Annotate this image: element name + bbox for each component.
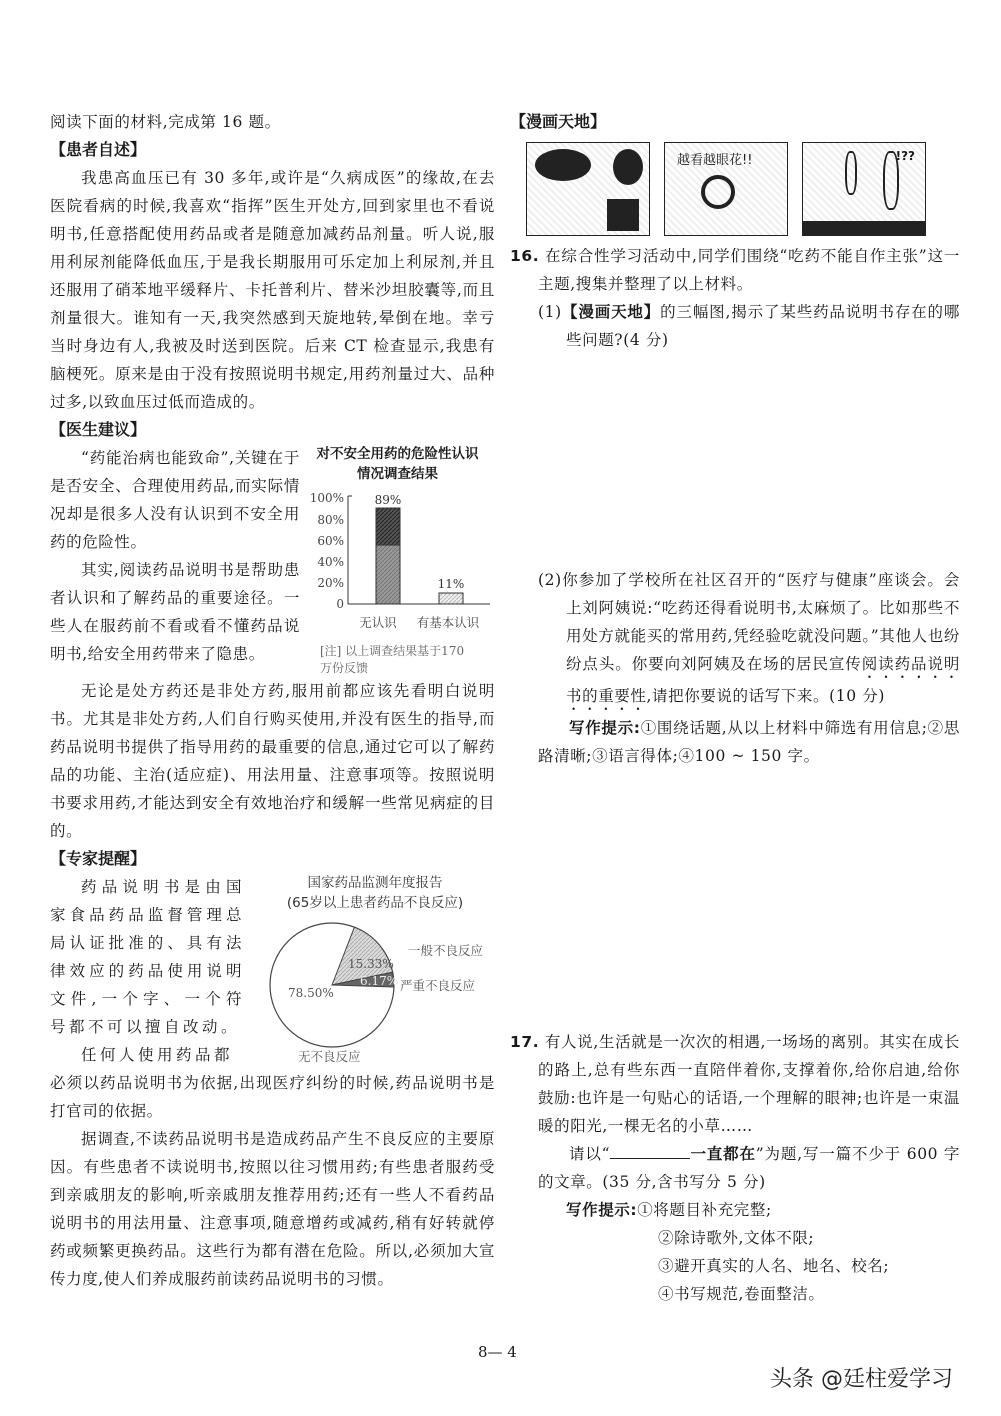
right-column (510, 108, 960, 1308)
bar-no-awareness-lower (376, 545, 400, 604)
question-16-part-2 (510, 566, 960, 714)
pie-chart (250, 913, 500, 1063)
bar-chart-figure (300, 444, 495, 677)
legend-no-reaction: 无不良反应 (298, 1049, 361, 1063)
doctor-advice-narrow-text (50, 444, 300, 677)
question-17-prompt (510, 1140, 960, 1196)
tip-2: ②除诗歌外,文体不限; (658, 1229, 815, 1247)
y-tick-100: 100% (309, 491, 344, 505)
page-number: 8— 4 (478, 1343, 517, 1361)
pie-chart-figure (250, 873, 500, 1069)
question-16-number: 16. (510, 247, 540, 265)
heading-comic-world: 【漫画天地】 (510, 112, 607, 131)
part-2-text-a: 你参加了学校所在社区召开的“医疗与健康”座谈会。会上刘阿姨说:“吃药还得看说明书,太麻烦了。比如那些不用处方就能买的常用药,凭经验吃就没问题。”其他人也纷纷点头。你要向刘阿姨及在场的居民宣传 (561, 571, 960, 673)
part-2-label: (2) (538, 571, 562, 589)
pie-label-15-33: 15.33% (348, 957, 394, 971)
bar-basic-awareness (439, 593, 463, 604)
y-tick-20: 20% (317, 576, 344, 590)
comic-panel-1 (526, 142, 650, 236)
pie-chart-subtitle: (65岁以上患者药品不良反应) (286, 895, 464, 911)
bar-label-89: 89% (374, 493, 402, 507)
bar-label-11: 11% (437, 577, 465, 591)
doctor-advice-p1: “药能治病也能致命”,关键在于是否安全、合理使用药品,而实际情况却是很多人没有认识到不安全用药的危险性。 (50, 449, 300, 551)
doctor-advice-p2: 其实,阅读药品说明书是帮助患者认识和了解药品的重要途径。一些人在服药前不看或看不懂药品说明书,给安全用药带来了隐患。 (50, 561, 300, 663)
prompt-open: 请以“ (569, 1145, 611, 1163)
tip-4: ④书写规范,卷面整洁。 (658, 1285, 825, 1303)
comic-strip (526, 142, 960, 236)
y-tick-40: 40% (317, 555, 344, 569)
bar-chart-title: 对不安全用药的危险性认识情况调查结果 (316, 446, 479, 482)
x-label-no-awareness: 无认识 (359, 615, 397, 630)
heading-doctor-advice: 【医生建议】 (50, 420, 147, 439)
prompt-close: ”为题,写一篇不少于 600 字的文章。(35 分,含书写分 5 分) (538, 1145, 960, 1191)
question-17-number: 17. (510, 1033, 540, 1051)
watermark: 头条 @廷柱爱学习 (770, 1367, 953, 1392)
thought-bubble-icon (613, 149, 643, 185)
part-1-text: 的三幅图,揭示了某些药品说明书存在的哪些问题?(4 分) (566, 303, 960, 349)
reading-intro: 阅读下面的材料,完成第 16 题。 (50, 113, 281, 131)
comic-panel-3 (802, 142, 926, 236)
expert-reminder-narrow-text (50, 873, 245, 1069)
spoon-icon (883, 151, 899, 210)
expert-reminder-p2-rest: 必须以药品说明书为依据,出现医疗纠纷的时候,药品说明书是打官司的依据。 (50, 1074, 495, 1120)
question-16-text: 在综合性学习活动中,同学们围绕“吃药不能自作主张”这一主题,搜集并整理了以上材料。 (538, 247, 960, 293)
pie-chart-title: 国家药品监测年度报告 (307, 875, 443, 891)
magnifier-icon (701, 175, 735, 209)
question-16-part-1 (510, 298, 960, 354)
x-label-basic-awareness: 有基本认识 (416, 615, 480, 630)
answer-space-1[interactable] (510, 354, 960, 566)
question-17-tips (510, 1196, 960, 1308)
bar-chart-note: [注] 以上调查结果基于170万份反馈 (320, 644, 465, 675)
heading-patient-statement: 【患者自述】 (50, 140, 147, 159)
left-column (50, 108, 495, 1293)
doctor-advice-block (50, 444, 495, 677)
counter-shape (803, 221, 925, 235)
table-shape (607, 199, 639, 231)
answer-space-2[interactable] (510, 770, 960, 1028)
expert-reminder-p2-start: 任何人使用药品都 (81, 1046, 234, 1064)
pie-label-6-17: 6.17% (360, 974, 399, 988)
legend-serious-reaction: 严重不良反应 (400, 978, 476, 993)
bar-chart (300, 484, 495, 659)
part-2-text-b: ,请把你要说的话写下来。(10 分) (646, 687, 885, 705)
y-tick-60: 60% (317, 534, 344, 548)
part-2-emphasis: 阅读药品说明书的重要性 (566, 655, 960, 705)
y-tick-0: 0 (336, 597, 344, 611)
speech-bubble-icon (535, 149, 591, 181)
patient-statement-text: 我患高血压已有 30 多年,或许是“久病成医”的缘故,在去医院看病的时候,我喜欢“指挥”医生开处方,回到家里也不看说明书,任意搭配使用药品或者是随意加减药品剂量。听人说,服用利尿剂能降低血压,于是我长期服用可乐定加上利尿剂,并且还服用了硝苯地平缓释片、卡托普利片、替米沙坦胶囊等,而且剂量很大。谁知有一天,我突然感到天旋地转,晕倒在地。幸亏当时身边有人,我被及时送到医院。后来 CT 检查显示,我患有脑梗死。原来是由于没有按照说明书规定,用药剂量过大、品种过多,以致血压过低而造成的。 (50, 169, 495, 411)
question-17-stem (510, 1028, 960, 1140)
tip-1: ①将题目补充完整; (637, 1201, 772, 1219)
prompt-title: 一直都在 (690, 1145, 756, 1163)
title-blank[interactable] (610, 1144, 690, 1159)
legend-general-reaction: 一般不良反应 (408, 943, 484, 958)
y-tick-80: 80% (317, 513, 344, 527)
comic-panel-2 (664, 142, 788, 236)
question-17-text: 有人说,生活就是一次次的相遇,一场场的离别。其实在成长的路上,总有些东西一直陪伴着你,支撑着你,给你启迪,给你鼓励:也许是一句贴心的话语,一个理解的眼神;也许是一束温暖的阳光,一棵无名的小草…… (538, 1033, 960, 1135)
comic-caption-3: !?? (895, 149, 915, 163)
expert-reminder-p1: 药品说明书是由国家食品药品监督管理总局认证批准的、具有法律效应的药品使用说明文件,一个字、一个符号都不可以擅自改动。 (50, 878, 245, 1036)
pie-label-78-50: 78.50% (288, 986, 334, 1000)
expert-reminder-block (50, 873, 495, 1069)
bar-no-awareness-upper (376, 508, 400, 545)
question-16-tips (510, 714, 960, 770)
doctor-advice-p3: 无论是处方药还是非处方药,服用前都应该先看明白说明书。尤其是非处方药,人们自行购买使用,并没有医生的指导,而药品说明书提供了指导用药的最重要的信息,通过它可以了解药品的功能、主治(适应症)、用法用量、注意事项等。按照说明书要求用药,才能达到安全有效地治疗和缓解一些常见病症的目的。 (50, 682, 495, 840)
comic-caption-2: 越看越眼花!! (677, 153, 753, 168)
spoon-icon (845, 151, 857, 195)
part-1-label: (1) (538, 303, 562, 321)
heading-expert-reminder: 【专家提醒】 (50, 849, 147, 868)
tips-text: ①围绕话题,从以上材料中筛选有用信息;②思路清晰;③语言得体;④100 ~ 150 字。 (538, 719, 960, 765)
tips-label-17: 写作提示: (566, 1201, 638, 1219)
expert-reminder-p3: 据调查,不读药品说明书是造成药品产生不良反应的主要原因。有些患者不读说明书,按照以往习惯用药;有些患者服药受到亲戚朋友的影响,听亲戚朋友推荐用药;还有一些人不看药品说明书的用法用量、注意事项,随意增药或减药,稍有好转就停药或频繁更换药品。这些行为都有潜在危险。所以,必须加大宣传力度,使人们养成服药前读药品说明书的习惯。 (50, 1130, 495, 1288)
question-16-stem (510, 242, 960, 298)
part-1-reference: 【漫画天地】 (561, 303, 661, 321)
tips-label: 写作提示: (569, 719, 641, 737)
tip-3: ③避开真实的人名、地名、校名; (658, 1257, 890, 1275)
